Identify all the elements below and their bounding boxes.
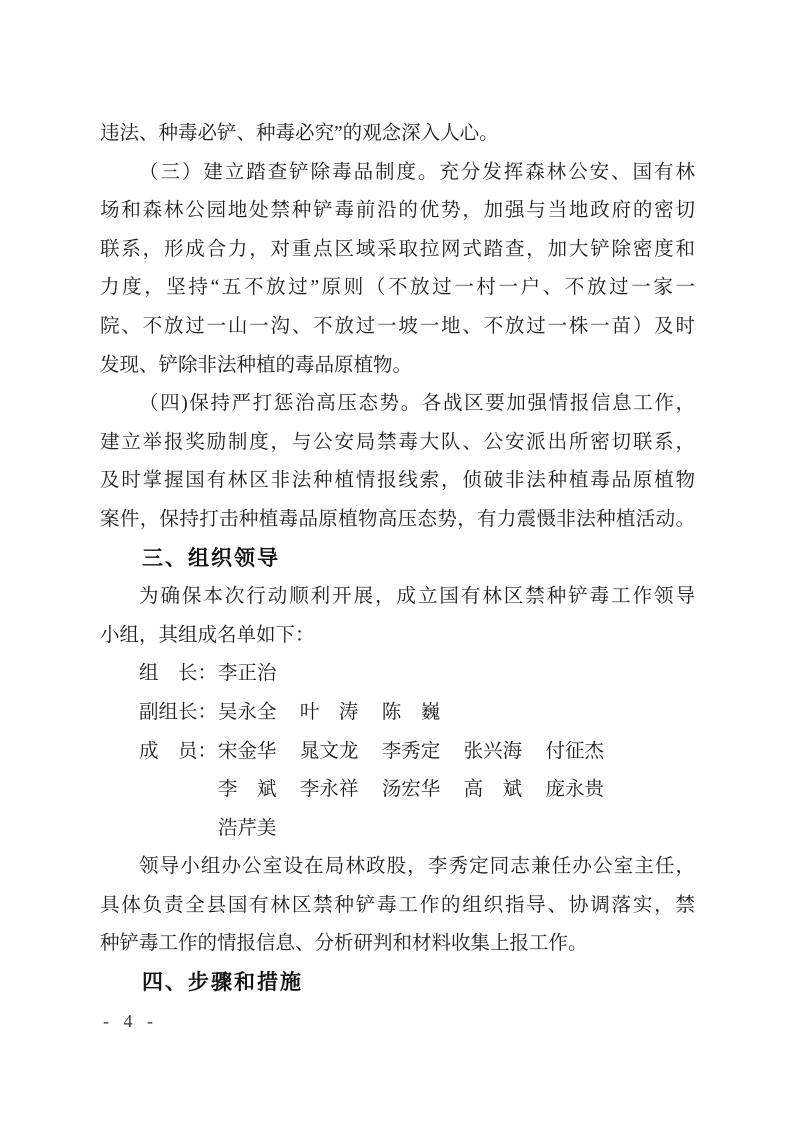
roster-name: 宋金华 <box>217 740 277 762</box>
doc-line: 为确保本次行动顺利开展，成立国有林区禁种铲毒工作领导 <box>139 586 695 608</box>
roster-name: 张兴海 <box>463 740 523 762</box>
roster-row <box>100 810 695 849</box>
doc-line: （三）建立踏查铲除毒品制度。充分发挥森林公安、国有林 <box>139 161 695 183</box>
doc-line: 发现、铲除非法种植的毒品原植物。 <box>100 354 413 376</box>
roster-name: 吴永全 <box>217 701 277 723</box>
roster-name: 叶 涛 <box>299 701 359 723</box>
doc-line: 及时掌握国有林区非法种植情报线索，侦破非法种植毒品原植物 <box>100 470 695 492</box>
roster-name: 汤宏华 <box>381 779 441 801</box>
page-number: - 4 - <box>103 1011 158 1031</box>
doc-line: 联系，形成合力，对重点区域采取拉网式踏查，加大铲除密度和 <box>100 238 695 260</box>
doc-line: 小组，其组成名单如下： <box>100 624 315 646</box>
doc-line: 建立举报奖励制度，与公安局禁毒大队、公安派出所密切联系， <box>100 431 695 453</box>
doc-line: 院、不放过一山一沟、不放过一坡一地、不放过一株一苗）及时 <box>100 315 695 337</box>
heading-section-4: 四、步骤和措施 <box>142 971 303 995</box>
roster-name: 付征杰 <box>545 740 605 762</box>
doc-line: 场和森林公园地处禁种铲毒前沿的优势，加强与当地政府的密切 <box>100 200 695 222</box>
doc-line: 种铲毒工作的情报信息、分析研判和材料收集上报工作。 <box>100 933 588 955</box>
roster-name: 李秀定 <box>381 740 441 762</box>
doc-line: 领导小组办公室设在局林政股，李秀定同志兼任办公室主任， <box>139 856 695 878</box>
doc-line: 案件，保持打击种植毒品原植物高压态势，有力震慑非法种植活动。 <box>100 508 695 530</box>
heading-section-3: 三、组织领导 <box>142 546 280 570</box>
roster-label: 组 长： <box>139 663 218 685</box>
roster-name: 浩芹美 <box>217 817 277 839</box>
roster-label: 成 员： <box>139 740 218 762</box>
roster-name: 高 斌 <box>463 779 523 801</box>
doc-line: 力度，坚持“五不放过”原则（不放过一村一户、不放过一家一 <box>100 277 695 299</box>
document-body <box>100 115 695 1003</box>
roster-label <box>139 810 218 849</box>
roster-row <box>100 771 695 810</box>
doc-line: 违法、种毒必铲、种毒必究”的观念深入人心。 <box>100 123 499 144</box>
roster-name: 李永祥 <box>299 779 359 801</box>
roster-row <box>100 733 695 772</box>
roster-row <box>100 655 695 694</box>
roster-row <box>100 694 695 733</box>
doc-line: 具体负责全县国有林区禁种铲毒工作的组织指导、协调落实，禁 <box>100 894 695 916</box>
roster-label <box>139 771 218 810</box>
roster-label: 副组长： <box>139 701 218 723</box>
roster-name: 李 斌 <box>217 779 277 801</box>
roster-name: 李正治 <box>217 663 277 685</box>
roster-name: 晁文龙 <box>299 740 359 762</box>
roster-name: 陈 巍 <box>381 701 441 723</box>
doc-line: （四)保持严打惩治高压态势。各战区要加强情报信息工作， <box>139 393 695 415</box>
roster-name: 庞永贵 <box>545 779 605 801</box>
